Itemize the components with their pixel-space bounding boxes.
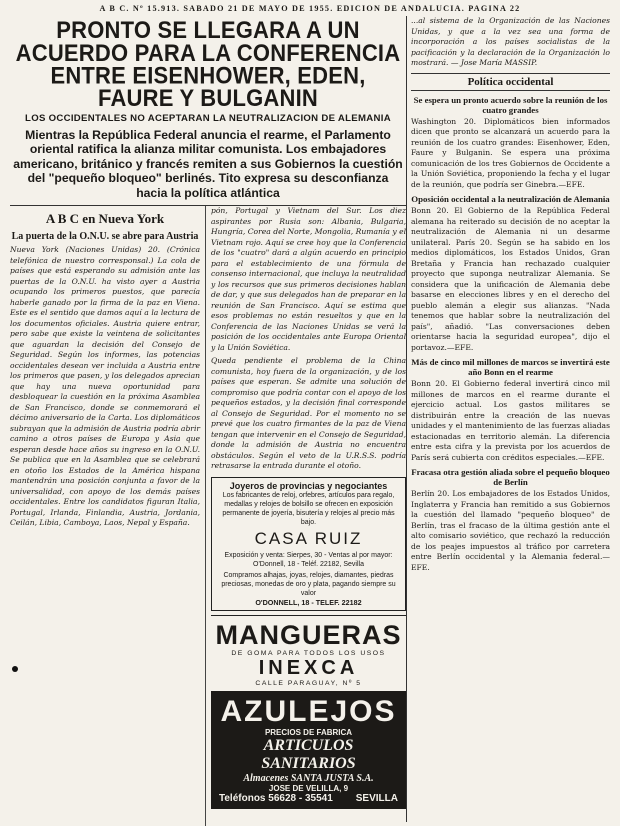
col1-title: A B C en Nueva York: [45, 211, 165, 227]
ad2-address: CALLE PARAGUAY, Nº 5: [255, 679, 362, 687]
col1-subtitle: La puerta de la O.N.U. se abre para Austria: [11, 231, 199, 243]
columns: [10, 16, 610, 822]
ad2-brand: INEXCA: [258, 656, 359, 679]
ad-azulejos: [211, 691, 406, 809]
right-section-title: Política occidental: [411, 73, 610, 91]
ad2-line: DE GOMA PARA TODOS LOS USOS: [231, 649, 386, 657]
col2-body2: Queda pendiente el problema de la China comunista, hoy fuera de la organización, y de los países que esperan. Se admite una solución de compromiso que podría contar con el apoyo de los pequeños estados, y la decisión final corresponde al Consejo de Seguridad. Por el momento no se prevé que los cuatro firmantes de la paz de Viena tengan que intervenir en el Consejo de Seguridad, donde la admisión de Austria no encuentra obstáculos. Según el veto de la U.R.S.S. podría retrasarse la entrada durante el otoño.: [211, 356, 406, 471]
ad2-big: MANGUERAS: [215, 619, 402, 650]
main-subhead: LOS OCCIDENTALES NO ACEPTARAN LA NEUTRALIZACION DE ALEMANIA: [25, 113, 391, 124]
left-columns: [10, 206, 406, 826]
art1-title: Se espera un pronto acuerdo sobre la reunión de los cuatro grandes: [413, 94, 608, 115]
ad3-tel-row: [215, 793, 402, 804]
ad1-address: O'DONNELL, 18 - TELEF. 22182: [255, 597, 362, 607]
art1-body: Washington 20. Diplomáticos bien informados dicen que pronto se alcanzará un acuerdo para la reunión de los cuatro grandes: Eisenhower, Eden, Faure y Bulganin. Se espera una próxima comunicación de los tres Gobiernos de Occidente a la Unión Soviética, proponiendo la fecha y el lugar de la reunión, que podría ser Ginebra.—EFE.: [411, 116, 610, 189]
art4-title: Fracasa otra gestión aliada sobre el pequeño bloqueo de Berlín: [411, 467, 610, 487]
col2-body1: pón, Portugal y Vietnam del Sur. Los diez aspirantes por Rusia son: Albania, Bulgaria, Hungría, Corea del Norte, Mongolia, Rumanía y el Vietnam rojo. Aquí se cree hoy que la Conferencia de los "cuatro" dará a algún acuerdo en principio para el establecimiento de una fórmula de consenso internacional, que incluya la neutralidad y los recursos que sus primeros decisiones hablan de dar, y que sus delegados han de preparar en la reunión de San Francisco. Aquí se estima que esos problemas no están resueltos y que en la Conferencia de las Naciones Unidas se verá la posición de los occidentales ante Europa Oriental y la Unión Soviética.: [211, 206, 406, 352]
ad3-big: AZULEJOS: [220, 694, 397, 728]
ad3-city: SEVILLA: [355, 792, 398, 804]
ad3-tel: Teléfonos 56628 - 35541: [219, 792, 333, 804]
right-column: [406, 16, 610, 822]
ad-mangueras: [211, 615, 406, 687]
art2-title: Oposición occidental a la neutralización de Alemania: [411, 194, 610, 204]
left-block: [10, 16, 406, 822]
main-deck: Mientras la República Federal anuncia el rearme, el Parlamento oriental ratifica la alianza militar comunista. Los embajadores americano, británico y francés remiten a sus Gobiernos la cuestión del "pequeño bloqueo" berlinés. Tito expresa su desconfianza hacia la política atlántica: [10, 124, 406, 206]
ad1-body: Los fabricantes de reloj, orfebres, artículos para regalo, medallas y relojes de bolsillo se ofrecen en exposición permanente de joyería, bisutería y relojes al precio más bajo.: [222, 491, 395, 526]
ad1-body3: Compramos alhajas, joyas, relojes, diamantes, piedras preciosas, monedas de oro y plata, pagando siempre su valor: [221, 571, 396, 597]
ad1-body2: Exposición y venta: Sierpes, 30 - Ventas al por mayor: O'Donnell, 18 - Teléf. 22182, Sevilla: [224, 551, 393, 568]
art3-body: Bonn 20. El Gobierno federal invertirá cinco mil millones de marcos en el rearme durante el ejercicio actual. Los gastos militares se distribuirán entre la creación de las nuevas unidades y el mantenimiento de las fuerzas aliadas estacionadas en territorio alemán. La diferencia entre esta cifra y la prevista por los acuerdos de París será cubierta con créditos especiales.—EFE.: [411, 379, 610, 462]
page-header: A B C. Nº 15.913. SABADO 21 DE MAYO DE 1955. EDICION DE ANDALUCIA. PAGINA 22: [99, 4, 521, 13]
ad1-name: CASA RUIZ: [254, 528, 363, 548]
column-1: [10, 206, 206, 826]
col1-body: Nueva York (Naciones Unidas) 20. (Crónica telefónica de nuestro corresponsal.) La cola de países que está esperando su admisión ante las puertas de la O.N.U. ha visto ayer a Austria ocupando los primeros puestos, que parecía haberle ganado por la firma de la paz en Viena. Este es el sentido que damos aquí a la lectura de los documentos oficiales. Austria quiere entrar, pero sabe que existe la veintena de solicitantes que aguardan la decisión del Consejo de Seguridad. Según los informes, las potencias occidentales desean ver incluida a Austria entre los primeros que pasen, y los delegados aprecian que hay una nueva oportunidad para desbloquear la cuestión en la próxima Asamblea de San Francisco, donde se conmemorará el décimo aniversario de la Carta. Los diplomáticos subrayan que la admisión de Austria podría abrir camino a otros países de Europa y Asia que esperan desde hace años su ingreso en la O.N.U. Se publica que en la Asamblea que se celebrará en otoño los Estados de la América hispana mantendrán una posición conjunta a favor de la universalidad, con apoyo de los demás países occidentales. Entre los candidatos figuran Italia, Portugal, Irlanda, Finlandia, Austria, Jordania, Ceilán, Libia, Camboya, Laos, Nepal y España.: [10, 245, 200, 528]
ad3-mid: ARTICULOS SANITARIOS: [261, 736, 356, 772]
main-headline: PRONTO SE LLEGARA A UN ACUERDO PARA LA CONFERENCIA ENTRE EISENHOWER, EDEN, FAURE Y BULGANIN: [15, 16, 401, 112]
column-2: [206, 206, 406, 826]
art2-body: Bonn 20. El Gobierno de la República Federal alemana ha reiterado su decisión de no aceptar la neutralización de Alemania ni un desarme unilateral. París 20. Según se ha sabido en los medios diplomáticos, los Estados Unidos, Gran Bretaña y Francia han rechazado cualquier proyecto que suponga neutralizar Alemania. Se considera que la unificación de Alemania debe basarse en elecciones libres y en el derecho del pueblo alemán a elegir sus alianzas. "Nada tenemos que hablar sobre la neutralización del país", añadió. "Las conversaciones deben orientarse hacia la seguridad europea", dijo el portavoz.—EFE.: [411, 206, 610, 352]
ad-casa-ruiz: [211, 477, 406, 611]
ad3-store: Almacenes SANTA JUSTA S.A.: [243, 772, 374, 784]
art3-title: Más de cinco mil millones de marcos se invertirá este año Bonn en el rearme: [411, 357, 610, 377]
art4-body: Berlín 20. Los embajadores de los Estados Unidos, Inglaterra y Francia han remitido a sus Gobiernos la cuestión del llamado "pequeño bloqueo" de Berlín, tras el fracaso de la última gestión ante el alto comisario soviético, que rechazó la reducción de los peajes impuestos al tráfico por carretera entre Berlín occidental y la Alemania federal.—EFE.: [411, 489, 610, 572]
ad1-title: Joyeros de provincias y negociantes: [229, 480, 388, 491]
ad3-sub: JOSE DE VELILLA, 9: [268, 783, 349, 793]
ad3-line: PRECIOS DE FABRICA: [264, 727, 353, 737]
bullet-mark: [12, 666, 18, 672]
right-top-text: ...al sistema de la Organización de las Naciones Unidas, y que a la vez sea una forma de incorporación a los países socialistas de la pacificación y la declaración de la Organización lo mostrará. — Jose María MASSIP.: [411, 16, 610, 67]
